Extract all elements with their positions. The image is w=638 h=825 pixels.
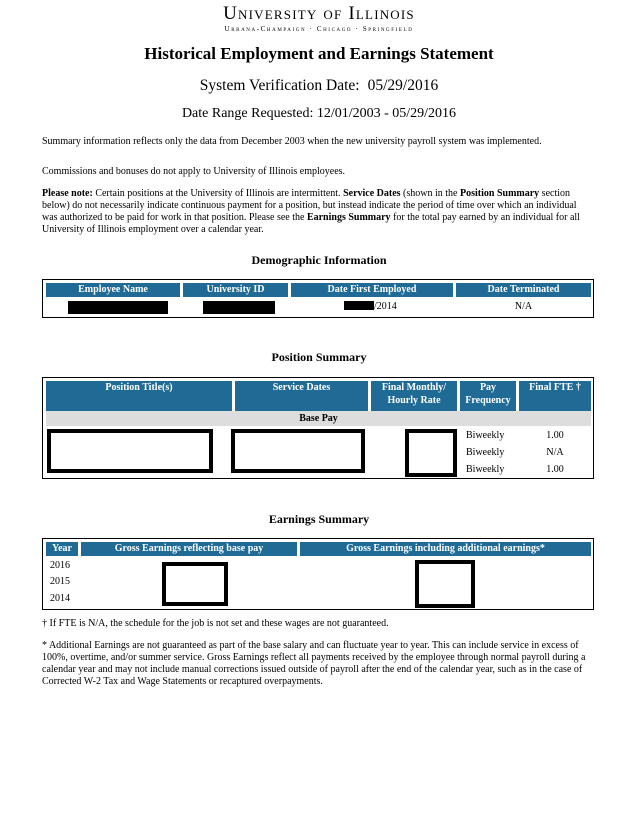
position-table — [42, 377, 594, 479]
note-text-3: section below) do not necessarily indicate continuous payment for a position, but instead indicate the period of time over which an individual was authorized to be paid for work in that position. Please see the — [42, 188, 577, 223]
header-university-id: University ID — [183, 283, 288, 297]
header-pay-frequency-line1: Pay — [479, 382, 497, 393]
system-verification — [0, 77, 638, 95]
pay-frequency-2: Biweekly — [466, 447, 505, 458]
year-2014: 2014 — [50, 593, 70, 604]
pay-frequency-1: Biweekly — [466, 430, 505, 441]
final-fte-1: 1.00 — [546, 430, 564, 441]
header-position-title: Position Title(s) — [46, 381, 232, 411]
header-date-terminated: Date Terminated — [456, 283, 591, 297]
redacted-gross-base — [162, 562, 228, 606]
university-logo — [0, 4, 638, 33]
header-pay-frequency-line2: Frequency — [465, 395, 511, 406]
date-terminated-value: N/A — [514, 301, 533, 312]
note-bold-3: Position Summary — [460, 188, 540, 199]
year-2015: 2015 — [50, 576, 70, 587]
header-date-first-employed: Date First Employed — [291, 283, 453, 297]
fte-footnote: † If FTE is N/A, the schedule for the job is not set and these wages are not guaranteed. — [42, 618, 389, 629]
redacted-gross-additional — [415, 560, 475, 608]
please-note-label: Please note: — [42, 188, 93, 199]
redacted-employee-name — [68, 301, 168, 314]
final-fte-3: 1.00 — [546, 464, 564, 475]
earnings-section-title: Earnings Summary — [268, 512, 370, 526]
system-verification-date: 05/29/2016 — [367, 77, 439, 94]
logo-sub-text: Urbana-Champaign · Chicago · Springfield — [224, 25, 414, 33]
page-title: Historical Employment and Earnings Statement — [144, 44, 494, 63]
system-verification-label: System Verification Date: — [199, 77, 360, 94]
header-final-fte: Final FTE † — [519, 381, 591, 411]
header-year: Year — [46, 542, 78, 556]
redacted-service-dates — [231, 429, 365, 473]
commissions-paragraph: Commissions and bonuses do not apply to University of Illinois employees. — [42, 166, 346, 177]
base-pay-row: Base Pay — [46, 411, 591, 426]
header-employee-name: Employee Name — [46, 283, 180, 297]
header-final-rate-line1: Final Monthly/ — [381, 382, 447, 393]
redacted-date-prefix — [344, 301, 374, 310]
date-range-requested: Date Range Requested: 12/01/2003 - 05/29/2016 — [181, 106, 457, 121]
demographic-section-title: Demographic Information — [251, 253, 387, 267]
header-gross-additional: Gross Earnings including additional earnings* — [300, 542, 591, 556]
additional-earnings-footnote: * Additional Earnings are not guaranteed as part of the base salary and can fluctuate year to year. This can include service in excess of 100%, overtime, and/or summer service. Gross Earnings reflect all payments received by the employee through normal payroll during a calendar year and may not include manual corrections issued outside of payroll after the end of the calendar year, such as in the case of Corrected W-2 Tax and Wage Statements or recaptured overpayments. — [42, 640, 586, 687]
header-service-dates: Service Dates — [235, 381, 368, 411]
please-note-paragraph — [42, 188, 594, 236]
demographic-table — [42, 279, 594, 318]
note-bold-4: Earnings Summary — [306, 212, 391, 223]
header-gross-base: Gross Earnings reflecting base pay — [81, 542, 297, 556]
header-final-rate — [371, 381, 457, 411]
header-pay-frequency — [460, 381, 516, 411]
header-final-rate-line2: Hourly Rate — [387, 395, 441, 406]
redacted-position-titles — [47, 429, 213, 473]
note-text-2: (shown in the — [400, 188, 460, 199]
year-2016: 2016 — [50, 560, 70, 571]
pay-frequency-3: Biweekly — [466, 464, 505, 475]
redacted-rates — [405, 429, 457, 477]
earnings-table — [42, 538, 594, 610]
date-first-employed-value: /2014 — [374, 301, 397, 312]
note-text-4: for the total pay earned by an individual for all University of Illinois employment over a calendar year. — [42, 212, 580, 235]
logo-main-text: University of Illinois — [223, 3, 415, 24]
note-bold-2: Service Dates — [343, 188, 401, 199]
summary-paragraph: Summary information reflects only the data from December 2003 when the new university payroll system was implemented. — [42, 136, 542, 147]
position-section-title: Position Summary — [271, 350, 367, 364]
note-text-1: Certain positions at the University of Illinois are intermittent. — [92, 188, 344, 199]
final-fte-2: N/A — [546, 447, 564, 458]
redacted-university-id — [203, 301, 275, 314]
